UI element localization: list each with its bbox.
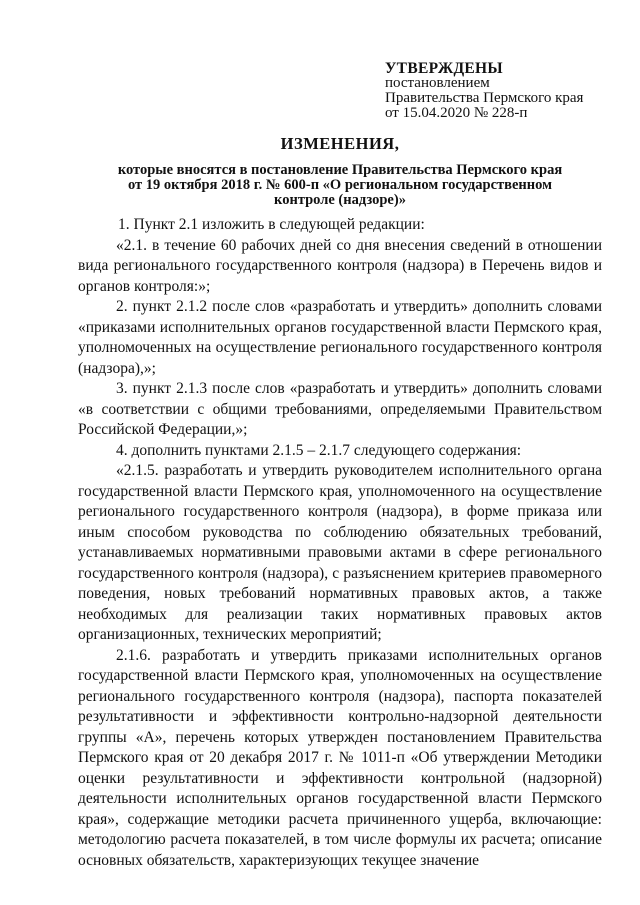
approval-line: от 15.04.2020 № 228-п [385, 105, 528, 121]
paragraph: 4. дополнить пунктами 2.1.5 – 2.1.7 следующего содержания: [116, 441, 522, 459]
approval-stamp [385, 61, 583, 121]
title-subtitle [60, 163, 620, 208]
document-body [78, 215, 602, 871]
subtitle-line: от 19 октября 2018 г. № 600-п «О региональном государственном [128, 177, 552, 193]
paragraph: 1. Пункт 2.1 изложить в следующей редакции: [118, 216, 425, 233]
document-title [60, 134, 620, 208]
paragraph: 2. пункт 2.1.2 после слов «разработать и утвердить» дополнить словами «приказами исполнительных органов государственной власти Пермского края, уполномоченных на осуществление регионального государственного контроля (надзора),»; [78, 298, 602, 377]
paragraph: «2.1. в течение 60 рабочих дней со дня внесения сведений в отношении вида регионального государственного контроля (надзора) в Перечень видов и органов контроля:»; [78, 236, 602, 295]
subtitle-line: контроле (надзоре)» [274, 192, 406, 208]
subtitle-line: которые вносятся в постановление Правительства Пермского края [117, 162, 563, 178]
approval-line: постановлением [385, 75, 490, 91]
paragraph: 2.1.6. разработать и утвердить приказами исполнительных органов государственной власти Пермского края, уполномоченных на осуществление регионального государственного контроля (надзора), паспорта показателей результативности и эффективности контрольно-надзорной деятельности группы «А», перечень которых утвержден постановлением Правительства Пермского края от 20 декабря 2017 г. № 1011-п «Об утверждении Методики оценки результативности и эффективности контрольной (надзорной) деятельности исполнительных органов государственной власти Пермского края», содержащие методики расчета причиненного ущерба, включающие: методологию расчета показателей, в том числе формулы их расчета; описание основных обязательств, характеризующих текущее значение [78, 646, 602, 869]
approval-heading: УТВЕРЖДЕНЫ [385, 60, 503, 77]
paragraph: «2.1.5. разработать и утвердить руководителем исполнительного органа государственной власти Пермского края, уполномоченного на осуществление регионального государственного контроля (надзора), в форме приказа или иным способом руководства по соблюдению обязательных требований, устанавливаемых нормативными правовыми актами в сфере регионального государственного контроля (надзора), с разъяснением критериев правомерного поведения, новых требований нормативных правовых актов, а также необходимых для реализации таких нормативных правовых актов организационных, технических мероприятий; [78, 462, 602, 643]
paragraph: 3. пункт 2.1.3 после слов «разработать и утвердить» дополнить словами «в соответствии с общими требованиями, определяемыми Правительством Российской Федерации,»; [78, 380, 602, 438]
approval-line: Правительства Пермского края [385, 90, 584, 106]
title-main: ИЗМЕНЕНИЯ, [280, 134, 400, 153]
